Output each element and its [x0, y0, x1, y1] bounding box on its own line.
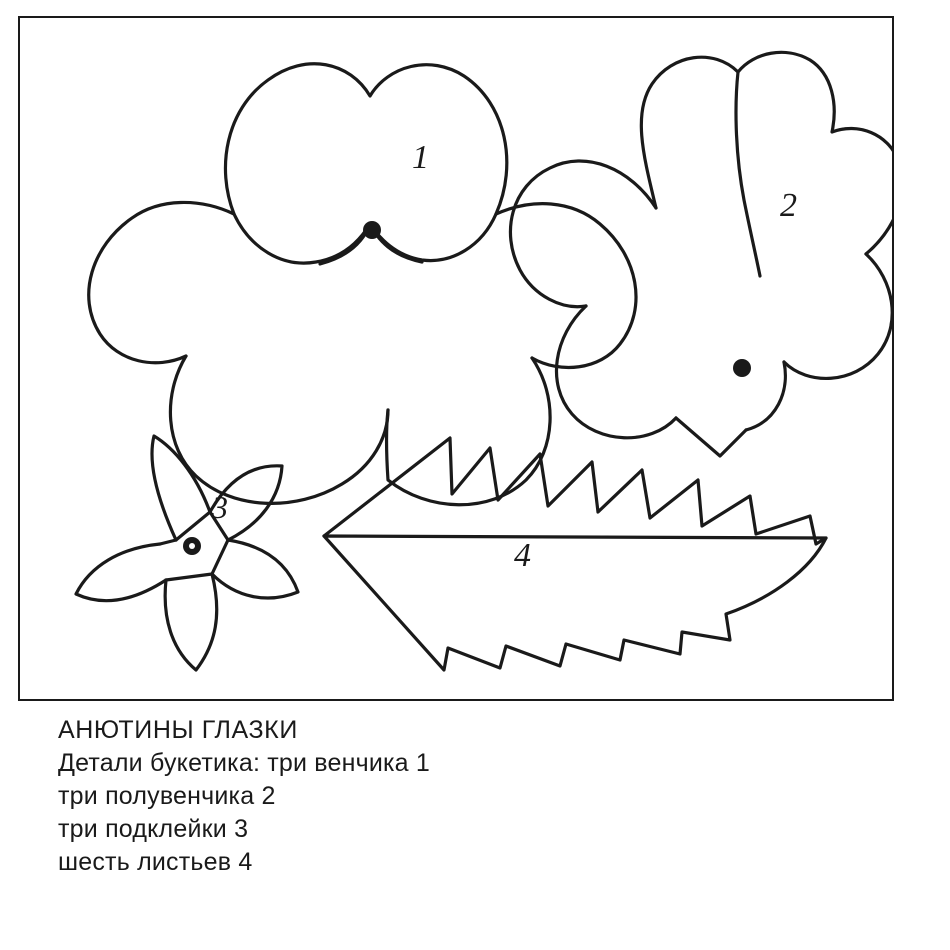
label-part-2: 2: [780, 187, 797, 224]
shape-petal-full: [89, 64, 636, 505]
caption-line-title: АНЮТИНЫ ГЛАЗКИ: [58, 716, 298, 744]
shape-petal-half: [510, 52, 892, 456]
pattern-frame: [18, 16, 894, 701]
caption-line-backing: три подклейки 3: [58, 815, 249, 843]
caption-line-half: три полувенчика 2: [58, 782, 276, 810]
caption-block: [58, 714, 918, 879]
label-part-3: 3: [212, 489, 228, 525]
caption-line-leaves: шесть листьев 4: [58, 848, 253, 876]
shape-leaf: [324, 438, 826, 670]
label-part-4: 4: [514, 537, 531, 574]
caption-line-details: Детали букетика: три венчика 1: [58, 749, 431, 777]
label-part-1: 1: [412, 139, 429, 176]
pattern-drawing: [20, 18, 892, 699]
shape-backing: [76, 436, 298, 670]
